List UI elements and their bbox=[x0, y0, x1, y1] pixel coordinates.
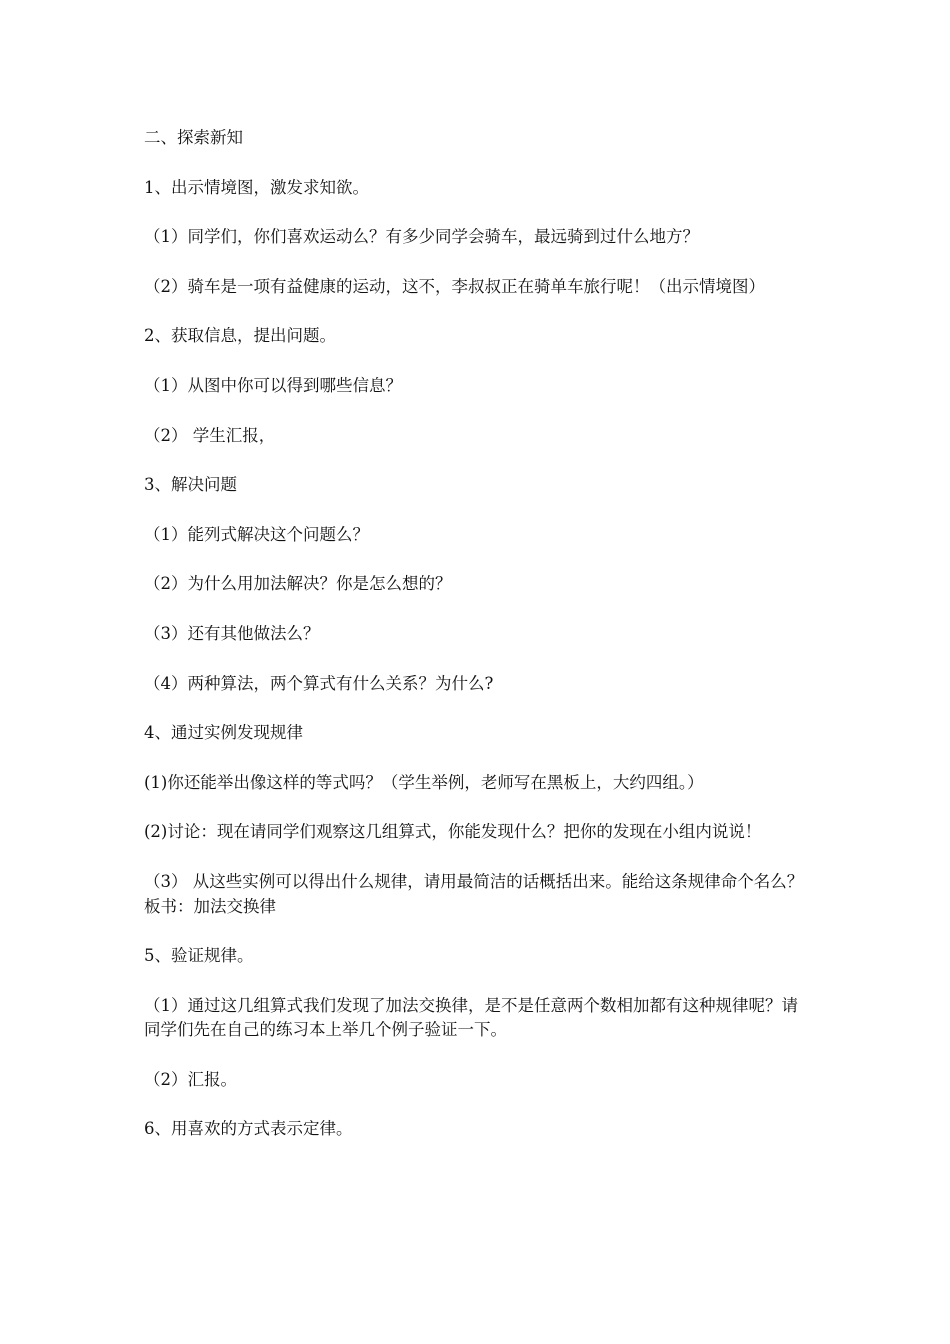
step-heading-6: 6、用喜欢的方式表示定律。 bbox=[144, 1119, 353, 1139]
step-1-item-2: （2）骑车是一项有益健康的运动，这不，李叔叔正在骑单车旅行呢！（出示情境图） bbox=[144, 276, 765, 296]
step-4-item-1: (1)你还能举出像这样的等式吗？（学生举例，老师写在黑板上，大约四组。） bbox=[144, 772, 704, 792]
step-heading-2: 2、获取信息，提出问题。 bbox=[144, 326, 336, 346]
step-heading-4: 4、通过实例发现规律 bbox=[144, 723, 303, 743]
section-heading: 二、探索新知 bbox=[144, 128, 243, 147]
step-5-item-2: （2）汇报。 bbox=[144, 1069, 237, 1089]
step-1-item-1: （1）同学们，你们喜欢运动么？有多少同学会骑车，最远骑到过什么地方？ bbox=[144, 227, 699, 247]
step-heading-5: 5、验证规律。 bbox=[144, 946, 254, 966]
step-4-item-2: (2)讨论：现在请同学们观察这几组算式，你能发现什么？把你的发现在小组内说说！ bbox=[144, 822, 762, 842]
step-heading-1: 1、出示情境图，激发求知欲。 bbox=[144, 177, 369, 197]
step-3-item-3: （3）还有其他做法么？ bbox=[144, 623, 320, 643]
step-2-item-2: （2） 学生汇报， bbox=[144, 425, 276, 445]
step-2-item-1: （1）从图中你可以得到哪些信息？ bbox=[144, 375, 402, 395]
step-3-item-1: （1）能列式解决这个问题么？ bbox=[144, 524, 369, 544]
step-3-item-2: （2）为什么用加法解决？你是怎么想的？ bbox=[144, 574, 452, 594]
document-body bbox=[144, 126, 808, 1167]
step-heading-3: 3、解决问题 bbox=[144, 475, 237, 495]
step-5-item-1: （1）通过这几组算式我们发现了加法交换律，是不是任意两个数相加都有这种规律呢？请同学们先在自己的练习本上举几个例子验证一下。 bbox=[144, 995, 798, 1040]
step-4-item-3: （3） 从这些实例可以得出什么规律，请用最简洁的话概括出来。能给这条规律命个名么？板书：加法交换律 bbox=[144, 871, 804, 916]
step-3-item-4: （4）两种算法，两个算式有什么关系？为什么? bbox=[144, 673, 494, 693]
